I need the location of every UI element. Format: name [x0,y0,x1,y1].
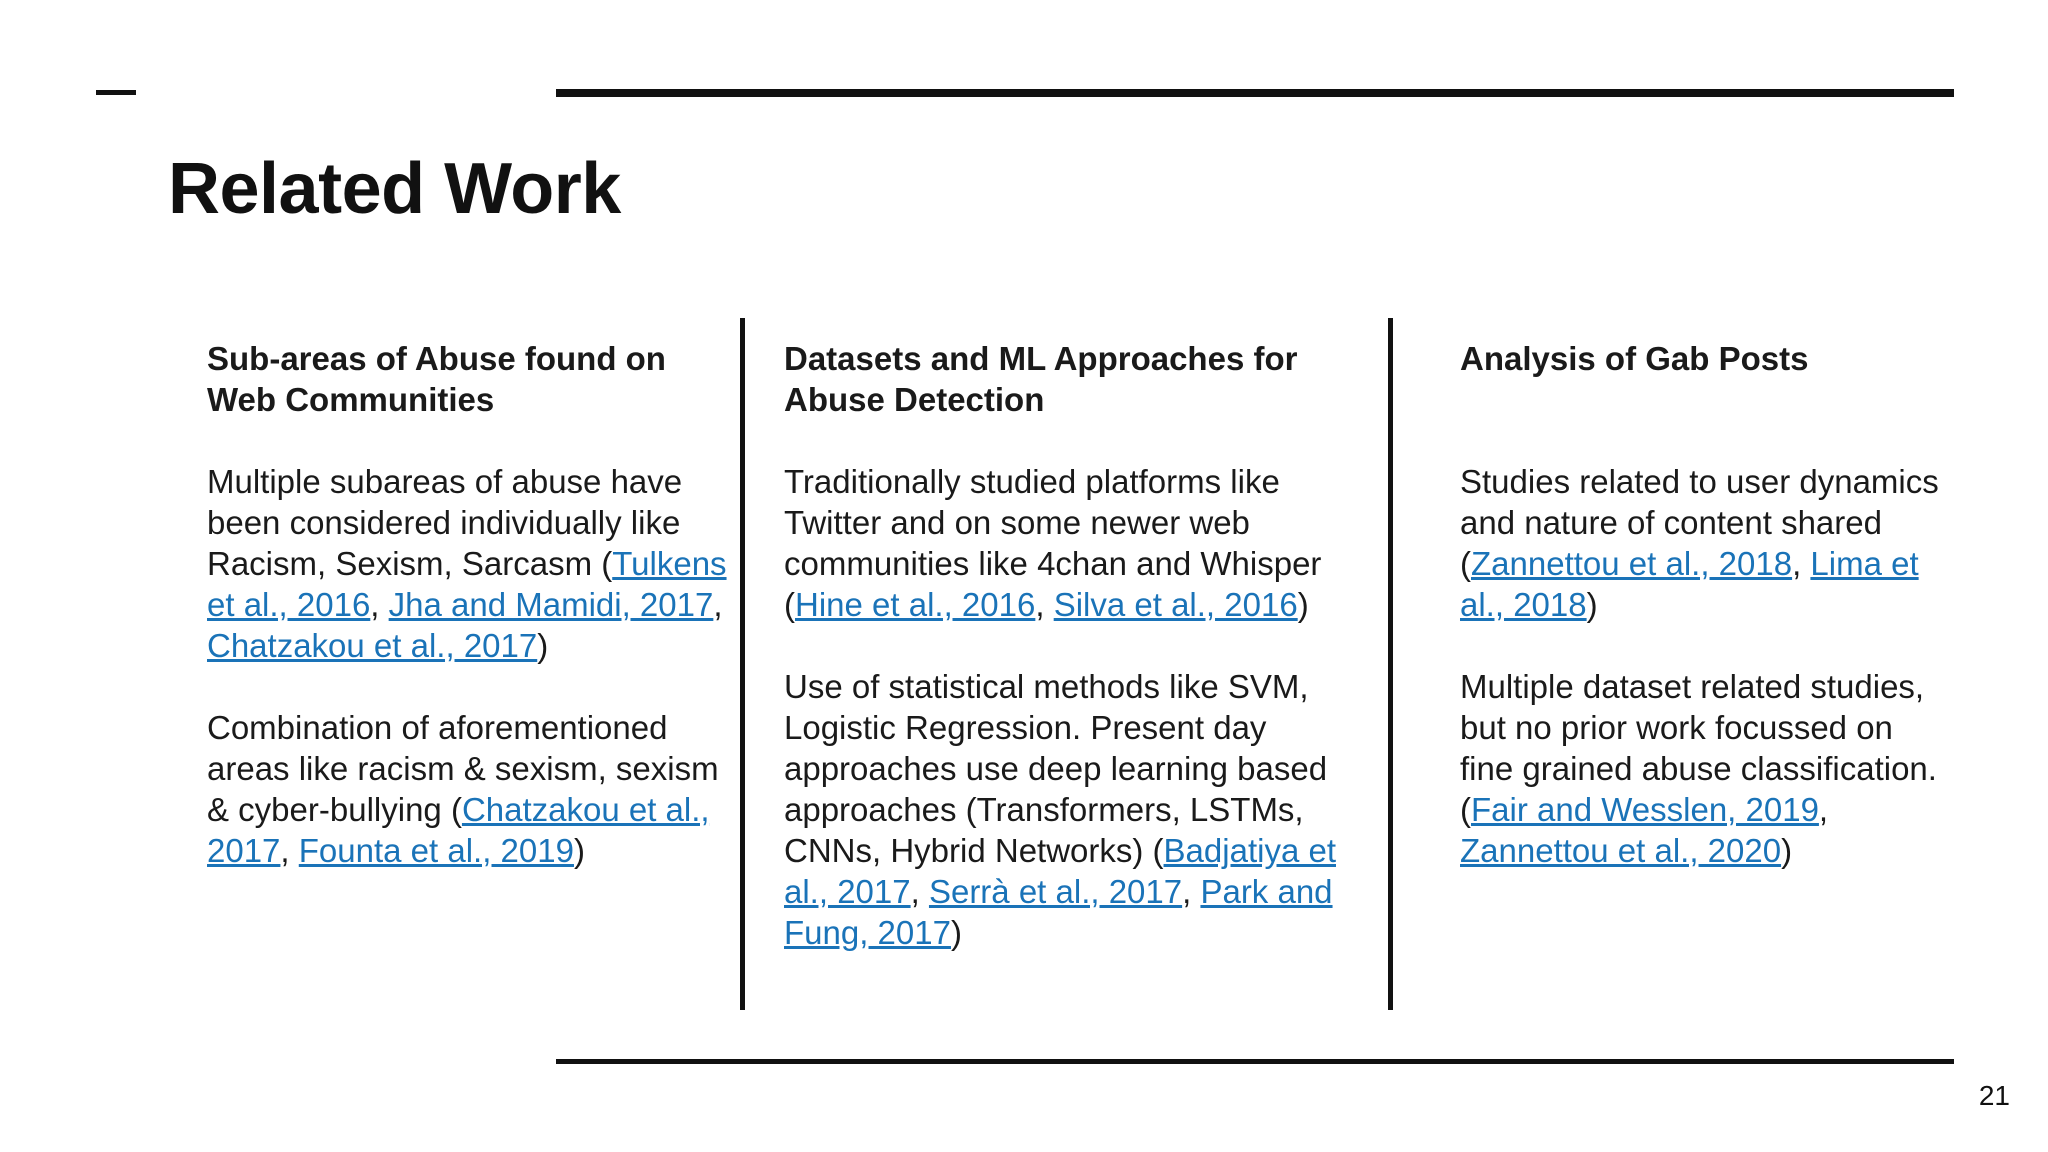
paragraph-text: Multiple subareas of abuse have been considered individually like Racism, Sexism, Sarcasm ( [207,463,683,582]
citation-link[interactable]: Fair and Wesslen, 2019 [1471,791,1819,828]
citation-link[interactable]: Silva et al., 2016 [1053,586,1298,623]
citation-link[interactable]: Jha and Mamidi, 2017 [388,586,714,623]
column-abuse-subareas [207,338,727,912]
column-datasets-ml [784,338,1344,994]
bottom-rule [556,1059,1954,1064]
column-heading: Datasets and ML Approaches for Abuse Detection [784,340,1298,418]
paragraph: Use of statistical methods like SVM, Logistic Regression. Present day approaches use deep learning based approaches (Transformers, LSTMs, CNNs, Hybrid Networks) (Badjatiya et al., 2017, Serrà et al., 2017, Park and Fung, 2017) [784,668,1336,951]
citation-link[interactable]: Park and Fung, 2017 [784,873,1333,951]
citation-link[interactable]: Serrà et al., 2017 [928,873,1183,910]
citation-link[interactable]: Founta et al., 2019 [298,832,574,869]
citation-link[interactable]: Lima et al., 2018 [1460,545,1919,623]
column-divider-1 [740,318,745,1010]
citation-link[interactable]: Badjatiya et al., 2017 [784,832,1336,910]
column-heading: Sub-areas of Abuse found on Web Communities [207,340,666,418]
decorative-dash [96,90,136,95]
citation-link[interactable]: Zannettou et al., 2018 [1471,545,1793,582]
citation-link[interactable]: Chatzakou et al., 2017 [207,627,538,664]
citation-link[interactable]: Zannettou et al., 2020 [1460,832,1782,869]
paragraph-text: Multiple dataset related studies, but no prior work focussed on fine grained abuse classification. ( [1460,668,1937,828]
column-gab-posts [1460,338,1940,912]
slide-title: Related Work [168,149,621,229]
paragraph: Combination of aforementioned areas like racism & sexism, sexism & cyber-bullying (Chatzakou et al., 2017, Founta et al., 2019) [207,709,719,869]
top-rule [556,89,1954,97]
citation-link[interactable]: Chatzakou et al., 2017 [207,791,710,869]
paragraph: Multiple dataset related studies, but no prior work focussed on fine grained abuse classification. (Fair and Wesslen, 2019, Zannettou et al., 2020) [1460,668,1937,869]
paragraph-text: Traditionally studied platforms like Twitter and on some newer web communities like 4chan and Whisper ( [784,463,1322,623]
citation-link[interactable]: Tulkens et al., 2016 [207,545,727,623]
column-divider-2 [1388,318,1393,1010]
paragraph: Traditionally studied platforms like Twitter and on some newer web communities like 4chan and Whisper (Hine et al., 2016, Silva et al., 2016) [784,463,1322,623]
column-heading: Analysis of Gab Posts [1460,340,1809,377]
citation-link[interactable]: Hine et al., 2016 [795,586,1036,623]
paragraph: Multiple subareas of abuse have been considered individually like Racism, Sexism, Sarcasm (Tulkens et al., 2016, Jha and Mamidi, 2017, Chatzakou et al., 2017) [207,463,727,664]
paragraph-text: Studies related to user dynamics and nature of content shared ( [1460,463,1939,582]
page-number: 21 [1978,1080,2010,1111]
paragraph-text: Use of statistical methods like SVM, Logistic Regression. Present day approaches use deep learning based approaches (Transformers, LSTMs, CNNs, Hybrid Networks) ( [784,668,1328,869]
paragraph: Studies related to user dynamics and nature of content shared (Zannettou et al., 2018, Lima et al., 2018) [1460,463,1939,623]
paragraph-text: Combination of aforementioned areas like racism & sexism, sexism & cyber-bullying ( [207,709,719,828]
